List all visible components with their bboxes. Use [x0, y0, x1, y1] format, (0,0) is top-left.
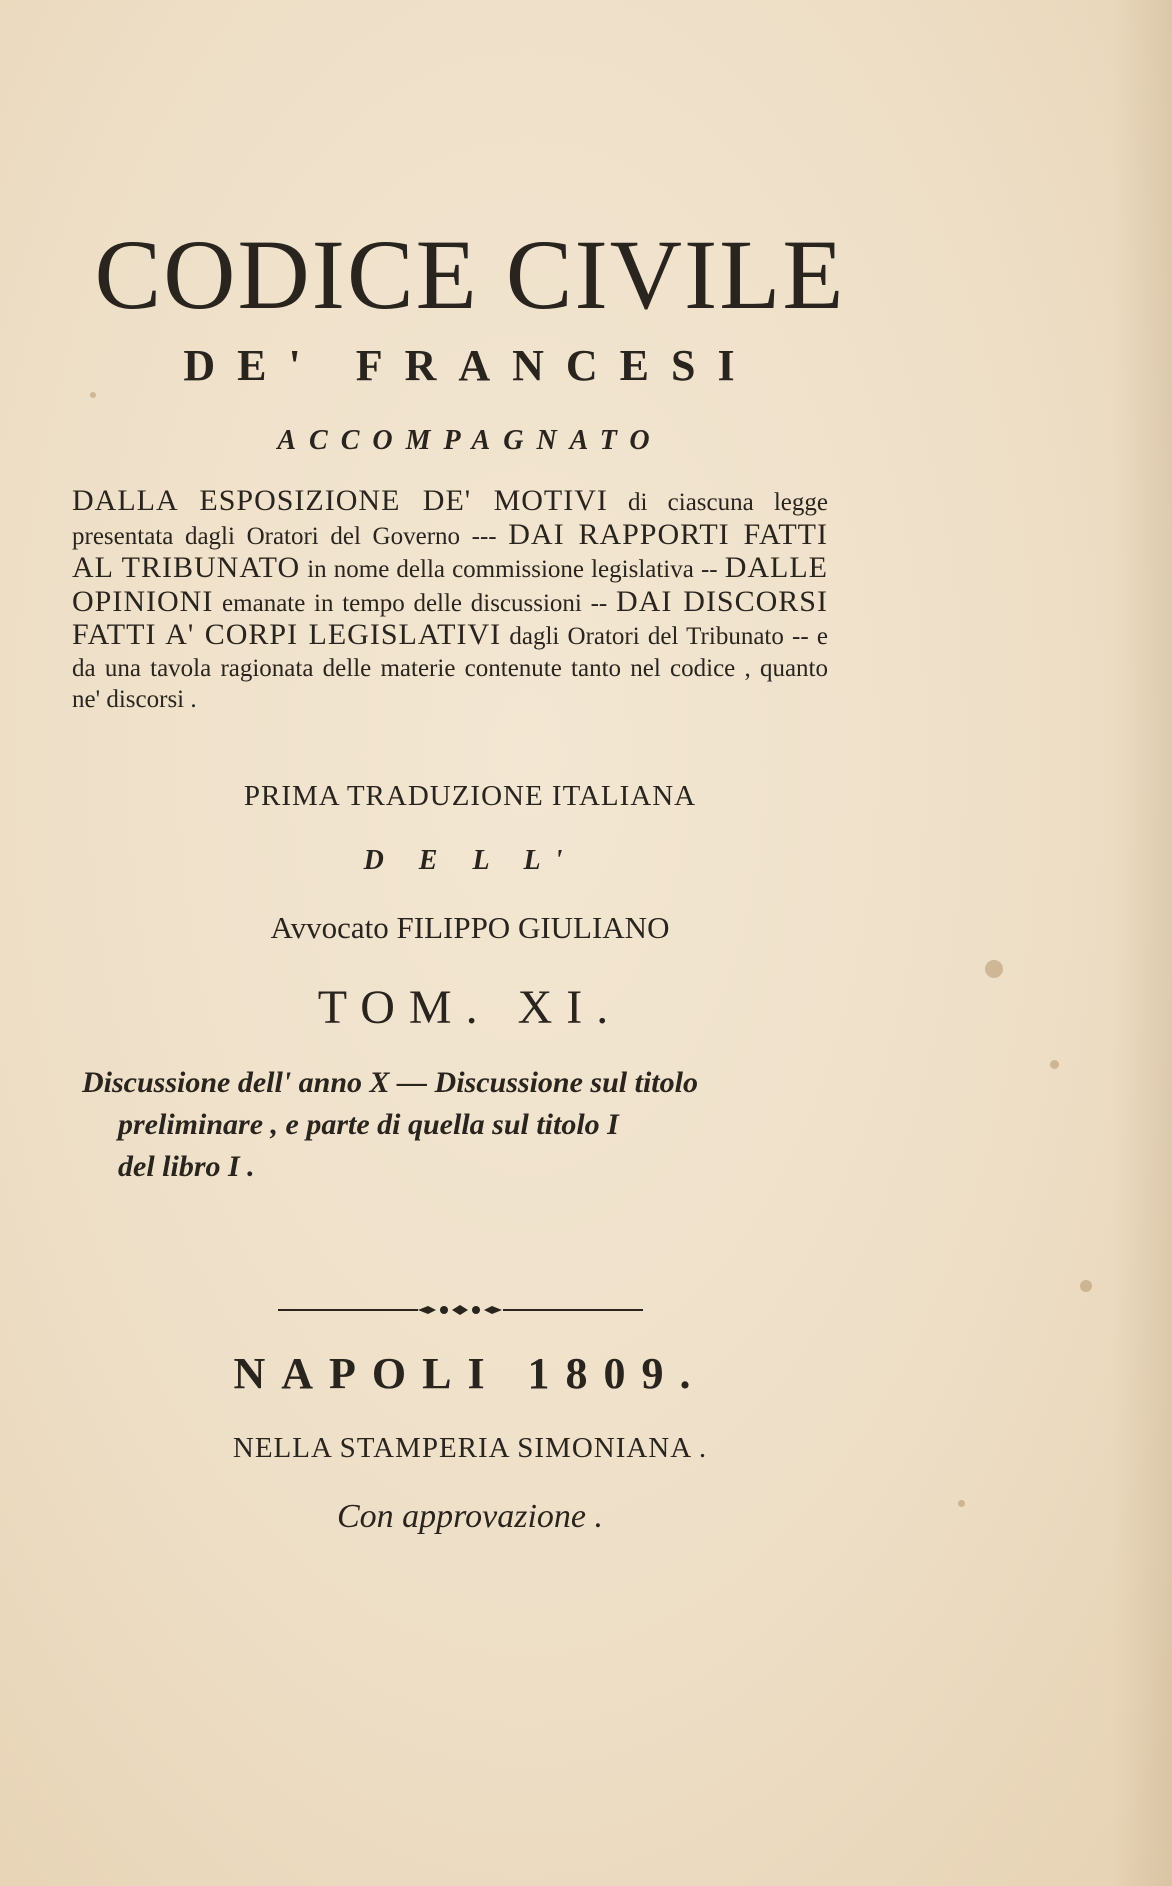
accompanied-label: ACCOMPAGNATO [277, 425, 663, 456]
description-part: DALLA ESPOSIZIONE DE' MOTIVI [72, 484, 608, 517]
translation-line: PRIMA TRADUZIONE ITALIANA [243, 780, 697, 812]
description-part: di ciascuna legge presentata dagli Oratori del Governo --- [72, 489, 828, 550]
approval-line: Con approvazione . [336, 1498, 603, 1535]
description-part: DAI DISCORSI FATTI A' CORPI LEGISLATIVI [72, 584, 828, 651]
volume-contents [82, 1062, 827, 1188]
volume-number: TOM. XI. [317, 981, 623, 1034]
printer-line: NELLA STAMPERIA SIMONIANA . [232, 1432, 708, 1464]
foxing-spot [90, 392, 96, 398]
author-line: Avvocato FILIPPO GIULIANO [270, 910, 670, 945]
description-part: dagli Oratori del Tribunato -- e da una tavola ragionata delle materie contenute tanto nel codice , quanto ne' discorsi . [72, 623, 828, 713]
page-edge-shadow [1112, 0, 1172, 1886]
foxing-spot [1050, 1060, 1059, 1069]
description-paragraph [72, 485, 828, 716]
city-year: NAPOLI 1809. [233, 1349, 707, 1398]
subtitle: DE' FRANCESI [183, 341, 757, 390]
contents-line: Discussione dell' anno X — Discussione sul titolo [82, 1066, 698, 1099]
foxing-spot [985, 960, 1003, 978]
contents-line: preliminare , e parte di quella sul titolo I [118, 1108, 619, 1141]
contents-line: del libro I . [118, 1150, 255, 1183]
description-part: DALLE OPINIONI [72, 551, 828, 618]
of-the-label: D E L L' [363, 845, 577, 876]
main-title: CODICE CIVILE [94, 219, 846, 330]
foxing-spot [958, 1500, 965, 1507]
description-part: DAI RAPPORTI FATTI AL TRIBUNATO [72, 517, 828, 584]
ornamental-rule [278, 1304, 643, 1316]
description-part: in nome della commissione legislativa -- [300, 556, 725, 583]
description-part: emanate in tempo delle discussioni -- [213, 589, 616, 617]
foxing-spot [1080, 1280, 1092, 1292]
